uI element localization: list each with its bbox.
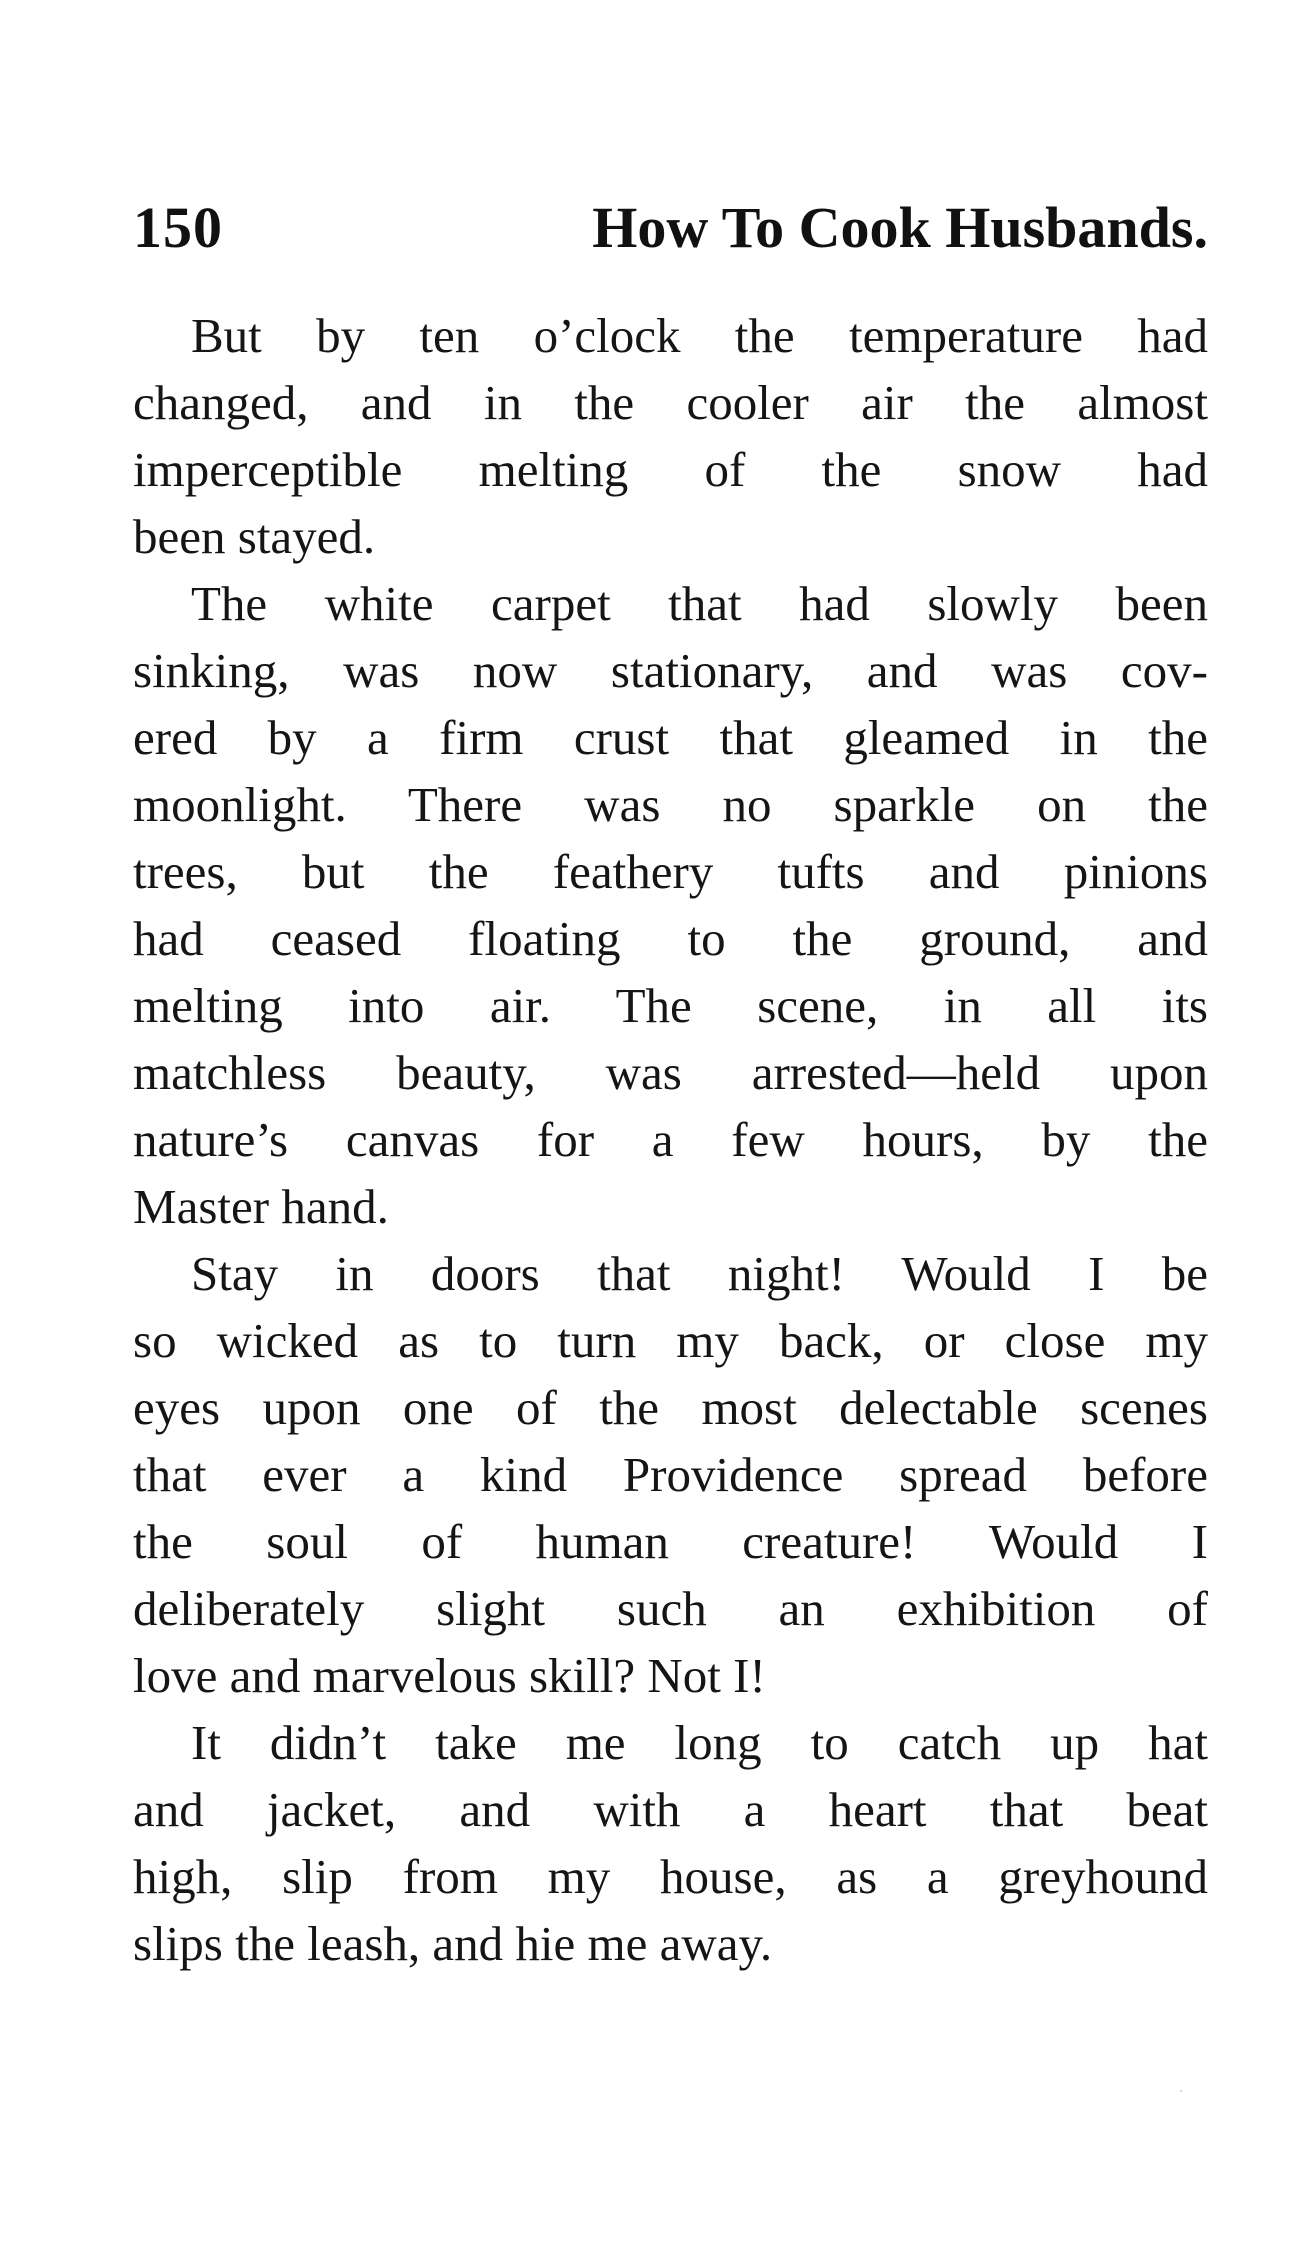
text-line: It didn’t take me long to catch up hat [191,1715,1208,1770]
paper-speck [1180,2090,1182,2092]
paragraph-3 [133,1240,1208,1709]
text-line: slips the leash, and hie me away. [133,1916,773,1971]
body-text [133,302,1208,1977]
paragraph-1 [133,302,1208,570]
text-line: The white carpet that had slowly been [191,576,1208,631]
text-line: love and marvelous skill? Not I! [133,1648,766,1703]
text-line: moonlight. There was no sparkle on the [133,777,1208,832]
text-line: Stay in doors that night! Would I be [191,1246,1208,1301]
running-head [133,188,1208,268]
text-line: sinking, was now stationary, and was cov- [133,643,1208,698]
text-line: the soul of human creature! Would I [133,1514,1208,1569]
text-line: changed, and in the cooler air the almost [133,375,1208,430]
text-line: nature’s canvas for a few hours, by the [133,1112,1208,1167]
text-line: been stayed. [133,509,376,564]
text-line: deliberately slight such an exhibition of [133,1581,1208,1636]
text-line: ered by a firm crust that gleamed in the [133,710,1208,765]
text-line: and jacket, and with a heart that beat [133,1782,1208,1837]
text-line: trees, but the feathery tufts and pinions [133,844,1208,899]
text-line: melting into air. The scene, in all its [133,978,1208,1033]
paragraph-2 [133,570,1208,1240]
running-title: How To Cook Husbands. [592,195,1208,260]
text-line: Master hand. [133,1179,389,1234]
text-line: that ever a kind Providence spread before [133,1447,1208,1502]
text-line: But by ten o’clock the temperature had [191,308,1208,363]
text-line: high, slip from my house, as a greyhound [133,1849,1208,1904]
page-number: 150 [133,195,223,260]
text-line: eyes upon one of the most delectable scenes [133,1380,1208,1435]
text-line: so wicked as to turn my back, or close my [133,1313,1208,1368]
text-line: imperceptible melting of the snow had [133,442,1208,497]
text-line: had ceased floating to the ground, and [133,911,1208,966]
paragraph-4 [133,1709,1208,1977]
text-line: matchless beauty, was arrested—held upon [133,1045,1208,1100]
